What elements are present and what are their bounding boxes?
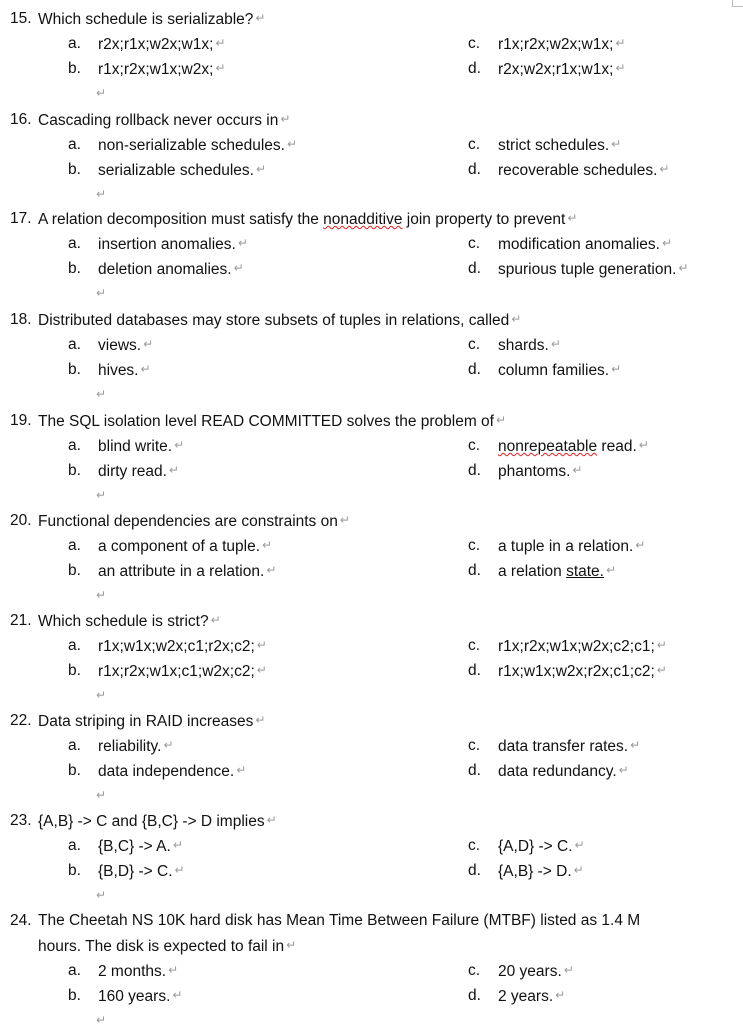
paragraph-mark-icon: ↵	[555, 988, 566, 1002]
question-text: Which schedule is strict? ↵	[38, 613, 221, 630]
question-23: 23. {A,B} -> C and {B,C} -> D implies ↵ a. {B,C} -> A. ↵ b. {B,D} -> C. ↵ c. {A,D} -> C. ↵ d. {A,B} -> D. ↵ ↵	[0, 808, 743, 908]
question-24: 24. The Cheetah NS 10K hard disk has Mean Time Between Failure (MTBF) listed as 1.4 M hours. The disk is expected to fail in ↵ a. 2 months. ↵ b. 160 years. ↵ c. 20 years. ↵ d. 2 years. ↵ ↵	[0, 908, 743, 1024]
paragraph-mark-icon: ↵	[618, 763, 629, 777]
paragraph-mark-icon: ↵	[630, 738, 641, 752]
paragraph-mark-icon: ↵	[215, 61, 226, 75]
paragraph-mark-icon: ↵	[574, 838, 585, 852]
question-19: 19. The SQL isolation level READ COMMITTED solves the problem of ↵ a. blind write. ↵ b. dirty read. ↵ c. nonrepeatable read. ↵ d. phantoms. ↵ ↵	[0, 408, 743, 508]
paragraph-mark-icon: ↵	[573, 863, 584, 877]
paragraph-mark-icon: ↵	[96, 387, 107, 401]
paragraph-mark-icon: ↵	[174, 863, 185, 877]
question-number: 16.	[10, 111, 32, 128]
question-17: 17. A relation decomposition must satisfy the nonadditive join property to prevent ↵ a. insertion anomalies. ↵ b. deletion anomalies. ↵ c. modification anomalies. ↵ d. spurious tuple generation. ↵ ↵	[0, 206, 743, 306]
paragraph-mark-icon: ↵	[286, 938, 297, 952]
underlined-word: state.	[566, 563, 604, 580]
paragraph-mark-icon: ↵	[495, 413, 507, 427]
paragraph-mark-icon: ↵	[661, 236, 673, 250]
question-text: A relation decomposition must satisfy the nonadditive join property to prevent ↵	[38, 211, 578, 228]
paragraph-mark-icon: ↵	[96, 688, 107, 702]
paragraph-mark-icon: ↵	[615, 61, 626, 75]
paragraph-mark-icon: ↵	[656, 663, 667, 677]
paragraph-mark-icon: ↵	[236, 763, 247, 777]
paragraph-mark-icon: ↵	[550, 337, 561, 351]
paragraph-mark-icon: ↵	[255, 162, 267, 176]
paragraph-mark-icon: ↵	[172, 988, 183, 1002]
paragraph-mark-icon: ↵	[96, 86, 107, 100]
question-number: 19.	[10, 412, 32, 429]
question-22: 22. Data striping in RAID increases ↵ a. reliability. ↵ b. data independence. ↵ c. data transfer rates. ↵ d. data redundancy. ↵ ↵	[0, 708, 743, 808]
paragraph-mark-icon: ↵	[233, 261, 244, 275]
question-number: 21.	[10, 612, 32, 629]
paragraph-mark-icon: ↵	[286, 137, 298, 151]
question-number: 22.	[10, 712, 32, 729]
question-number: 24.	[10, 912, 32, 929]
paragraph-mark-icon: ↵	[168, 463, 179, 477]
paragraph-mark-icon: ↵	[635, 538, 646, 552]
paragraph-mark-icon: ↵	[262, 538, 273, 552]
question-text: Functional dependencies are constraints on ↵	[38, 513, 350, 530]
paragraph-mark-icon: ↵	[266, 563, 277, 577]
paragraph-mark-icon: ↵	[611, 137, 622, 151]
paragraph-mark-icon: ↵	[96, 888, 107, 902]
paragraph-mark-icon: ↵	[96, 788, 107, 802]
paragraph-mark-icon: ↵	[96, 1013, 107, 1024]
paragraph-mark-icon: ↵	[656, 638, 667, 652]
question-text: The Cheetah NS 10K hard disk has Mean Time Between Failure (MTBF) listed as 1.4 M	[38, 912, 641, 929]
paragraph-mark-icon: ↵	[266, 813, 277, 827]
question-20: 20. Functional dependencies are constraints on ↵ a. a component of a tuple. ↵ b. an attribute in a relation. ↵ c. a tuple in a relation. ↵ d. a relation state. ↵ ↵	[0, 508, 743, 608]
question-number: 18.	[10, 311, 32, 328]
paragraph-mark-icon: ↵	[615, 36, 626, 50]
question-text: Distributed databases may store subsets of tuples in relations, called ↵	[38, 312, 522, 329]
paragraph-mark-icon: ↵	[511, 312, 522, 326]
paragraph-mark-icon: ↵	[563, 963, 574, 977]
paragraph-mark-icon: ↵	[96, 187, 107, 201]
paragraph-mark-icon: ↵	[255, 713, 266, 727]
paragraph-mark-icon: ↵	[143, 337, 154, 351]
spellcheck-flagged-word[interactable]: nonadditive	[323, 211, 403, 228]
paragraph-mark-icon: ↵	[174, 438, 185, 452]
paragraph-mark-icon: ↵	[256, 663, 267, 677]
paragraph-mark-icon: ↵	[606, 563, 617, 577]
paragraph-mark-icon: ↵	[572, 463, 583, 477]
paragraph-mark-icon: ↵	[678, 261, 689, 275]
paragraph-mark-icon: ↵	[659, 162, 670, 176]
paragraph-mark-icon: ↵	[96, 286, 107, 300]
paragraph-mark-icon: ↵	[96, 488, 107, 502]
question-text: Cascading rollback never occurs in ↵	[38, 112, 291, 129]
question-text: The SQL isolation level READ COMMITTED solves the problem of ↵	[38, 413, 507, 430]
question-number: 15.	[10, 10, 32, 27]
paragraph-mark-icon: ↵	[638, 438, 649, 452]
question-18: 18. Distributed databases may store subsets of tuples in relations, called ↵ a. views. ↵ b. hives. ↵ c. shards. ↵ d. column families. ↵ ↵	[0, 307, 743, 407]
paragraph-mark-icon: ↵	[215, 36, 226, 50]
spellcheck-flagged-word[interactable]: nonrepeatable	[498, 438, 598, 455]
question-number: 23.	[10, 812, 32, 829]
question-15: 15. Which schedule is serializable? ↵ a. r2x;r1x;w2x;w1x; ↵ b. r1x;r2x;w1x;w2x; ↵ c. r1x;r2x;w2x;w1x; ↵ d. r2x;w2x;r1x;w1x; ↵ ↵	[0, 6, 743, 106]
paragraph-mark-icon: ↵	[168, 963, 179, 977]
question-text-line-2: hours. The disk is expected to fail in ↵	[38, 938, 297, 955]
question-21: 21. Which schedule is strict? ↵ a. r1x;w1x;w2x;c1;r2x;c2; ↵ b. r1x;r2x;w1x;c1;w2x;c2; ↵ c. r1x;r2x;w1x;w2x;c2;c1; ↵ d. r1x;w1x;w2x;r2x;c1;c2; ↵ ↵	[0, 608, 743, 708]
question-text: Which schedule is serializable? ↵	[38, 11, 266, 28]
paragraph-mark-icon: ↵	[280, 112, 291, 126]
question-text: Data striping in RAID increases ↵	[38, 713, 266, 730]
paragraph-mark-icon: ↵	[611, 362, 622, 376]
paragraph-mark-icon: ↵	[255, 11, 266, 25]
question-number: 17.	[10, 210, 32, 227]
paragraph-mark-icon: ↵	[567, 211, 578, 225]
paragraph-mark-icon: ↵	[256, 638, 267, 652]
paragraph-mark-icon: ↵	[163, 738, 174, 752]
paragraph-mark-icon: ↵	[237, 236, 248, 250]
paragraph-mark-icon: ↵	[172, 838, 183, 852]
paragraph-mark-icon: ↵	[339, 513, 350, 527]
paragraph-mark-icon: ↵	[210, 613, 221, 627]
question-number: 20.	[10, 512, 32, 529]
question-16: 16. Cascading rollback never occurs in ↵ a. non-serializable schedules. ↵ b. serializable schedules. ↵ c. strict schedules. ↵ d. recoverable schedules. ↵ ↵	[0, 107, 743, 207]
question-text: {A,B} -> C and {B,C} -> D implies ↵	[38, 813, 277, 830]
paragraph-mark-icon: ↵	[140, 362, 151, 376]
paragraph-mark-icon: ↵	[96, 588, 107, 602]
